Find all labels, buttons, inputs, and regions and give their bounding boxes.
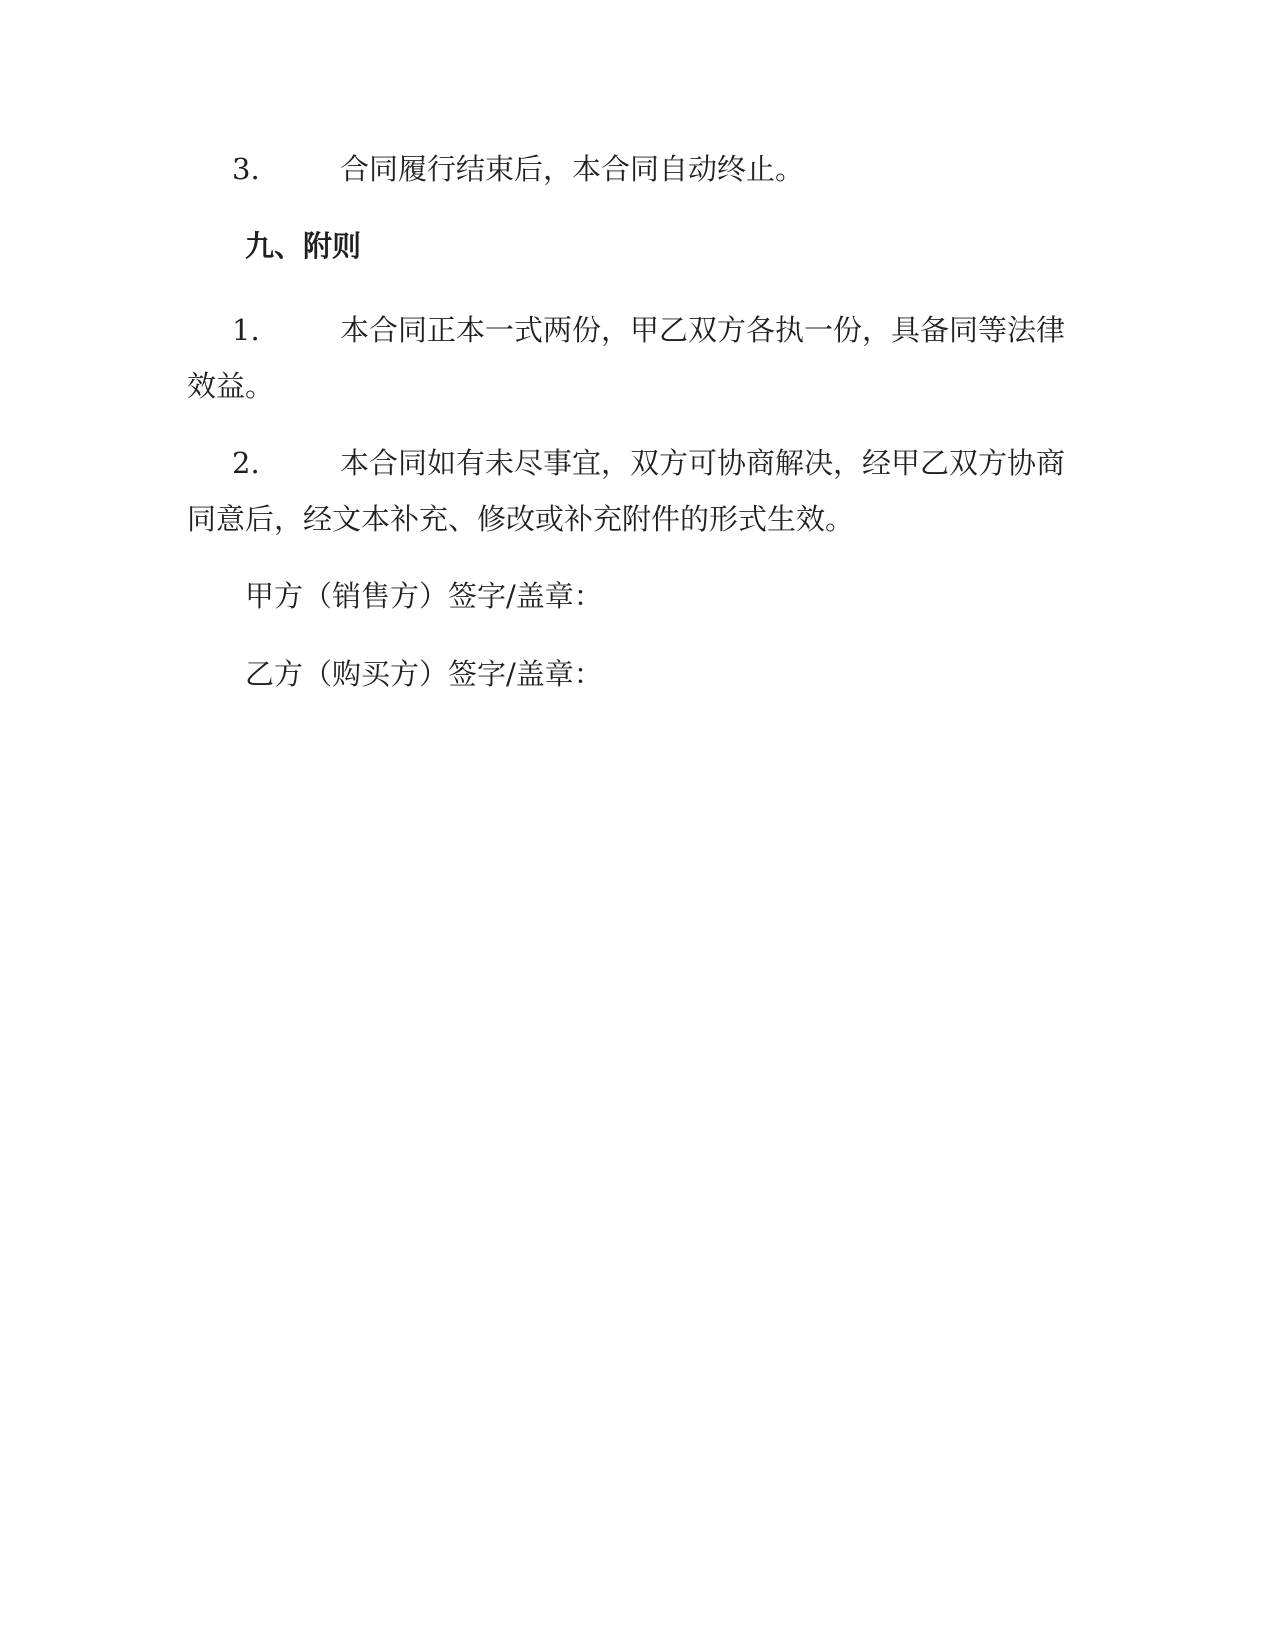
clause-number: 2.: [232, 446, 260, 480]
signature-line-party-a: 甲方（销售方）签字/盖章：: [245, 579, 603, 613]
signature-line-party-b: 乙方（购买方）签字/盖章：: [245, 657, 603, 691]
clause-text: 本合同正本一式两份，甲乙双方各执一份，具备同等法律效益。: [187, 313, 1066, 403]
clause-item-1: [187, 302, 1065, 414]
clause-item-3: [187, 141, 1065, 197]
clause-text: 合同履行结束后，本合同自动终止。: [340, 152, 805, 186]
clause-number: 3.: [232, 152, 260, 186]
document-content: [187, 141, 1065, 724]
clause-text: 本合同如有未尽事宜，双方可协商解决，经甲乙双方协商同意后，经文本补充、修改或补充附件的形式生效。: [187, 446, 1066, 536]
clause-number: 1.: [232, 313, 260, 347]
section-heading: 九、附则: [245, 229, 362, 263]
clause-item-2: [187, 435, 1065, 547]
